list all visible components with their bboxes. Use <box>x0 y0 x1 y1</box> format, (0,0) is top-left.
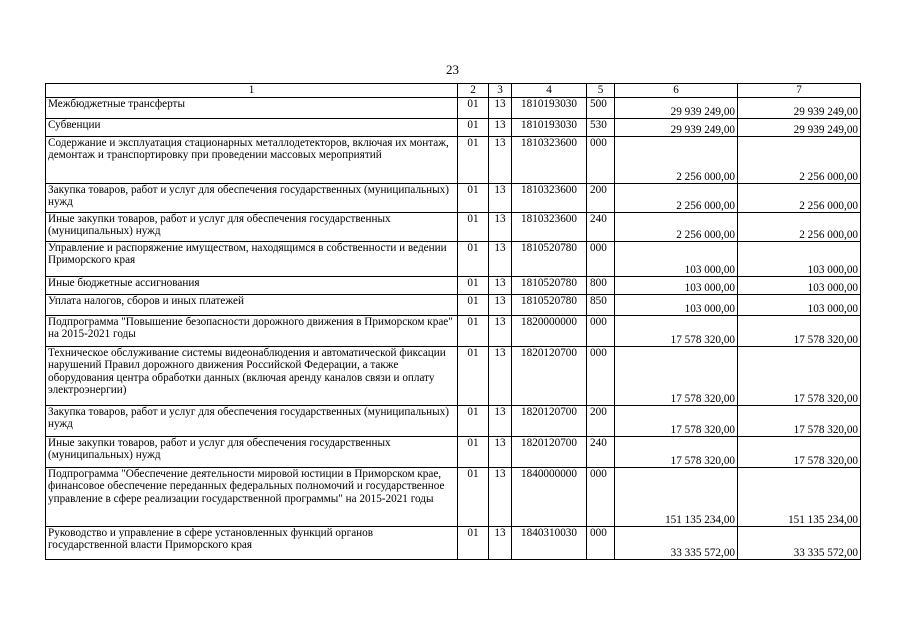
row-amount-col6: 29 939 249,00 <box>615 98 738 119</box>
table-row <box>46 316 861 347</box>
column-header: 1 <box>46 84 458 98</box>
row-target-code: 1810520780 <box>512 295 587 316</box>
row-section-code: 01 <box>458 347 489 406</box>
row-amount-col6: 17 578 320,00 <box>615 316 738 347</box>
row-target-code: 1810520780 <box>512 242 587 277</box>
column-header: 2 <box>458 84 489 98</box>
row-name: Закупка товаров, работ и услуг для обеспечения государственных (муниципальных) нужд <box>46 184 458 213</box>
row-amount-col6: 29 939 249,00 <box>615 119 738 137</box>
row-amount-col7: 17 578 320,00 <box>738 437 861 468</box>
row-section-code: 01 <box>458 213 489 242</box>
row-section-code: 01 <box>458 119 489 137</box>
table-row <box>46 119 861 137</box>
row-target-code: 1820120700 <box>512 437 587 468</box>
row-expense-type: 530 <box>587 119 615 137</box>
row-section-code: 01 <box>458 98 489 119</box>
table-row <box>46 137 861 184</box>
row-amount-col7: 29 939 249,00 <box>738 98 861 119</box>
table-row <box>46 98 861 119</box>
row-amount-col7: 2 256 000,00 <box>738 213 861 242</box>
row-subsection-code: 13 <box>489 119 512 137</box>
row-amount-col7: 2 256 000,00 <box>738 137 861 184</box>
row-subsection-code: 13 <box>489 437 512 468</box>
row-subsection-code: 13 <box>489 277 512 295</box>
row-expense-type: 000 <box>587 527 615 560</box>
row-amount-col7: 17 578 320,00 <box>738 316 861 347</box>
row-subsection-code: 13 <box>489 468 512 527</box>
table-row <box>46 468 861 527</box>
row-subsection-code: 13 <box>489 295 512 316</box>
table-row <box>46 347 861 406</box>
row-amount-col7: 2 256 000,00 <box>738 184 861 213</box>
row-target-code: 1840310030 <box>512 527 587 560</box>
table-row <box>46 242 861 277</box>
column-header: 7 <box>738 84 861 98</box>
row-amount-col7: 17 578 320,00 <box>738 347 861 406</box>
row-amount-col6: 103 000,00 <box>615 242 738 277</box>
row-section-code: 01 <box>458 527 489 560</box>
row-subsection-code: 13 <box>489 184 512 213</box>
row-expense-type: 000 <box>587 242 615 277</box>
row-amount-col7: 103 000,00 <box>738 277 861 295</box>
row-section-code: 01 <box>458 137 489 184</box>
column-header: 6 <box>615 84 738 98</box>
row-amount-col7: 17 578 320,00 <box>738 406 861 437</box>
table-row <box>46 437 861 468</box>
row-amount-col6: 103 000,00 <box>615 277 738 295</box>
row-amount-col6: 2 256 000,00 <box>615 213 738 242</box>
row-expense-type: 200 <box>587 184 615 213</box>
row-target-code: 1810323600 <box>512 213 587 242</box>
row-expense-type: 240 <box>587 213 615 242</box>
row-section-code: 01 <box>458 406 489 437</box>
row-name: Содержание и эксплуатация стационарных металлодетекторов, включая их монтаж, демонтаж и транспортировку при проведении массовых мероприятий <box>46 137 458 184</box>
row-amount-col6: 2 256 000,00 <box>615 137 738 184</box>
row-section-code: 01 <box>458 295 489 316</box>
row-amount-col6: 103 000,00 <box>615 295 738 316</box>
column-header: 4 <box>512 84 587 98</box>
row-expense-type: 200 <box>587 406 615 437</box>
row-expense-type: 000 <box>587 316 615 347</box>
row-target-code: 1820120700 <box>512 406 587 437</box>
row-expense-type: 850 <box>587 295 615 316</box>
table-row <box>46 277 861 295</box>
row-name: Субвенции <box>46 119 458 137</box>
row-amount-col7: 151 135 234,00 <box>738 468 861 527</box>
table-row <box>46 406 861 437</box>
row-target-code: 1810193030 <box>512 119 587 137</box>
row-target-code: 1820120700 <box>512 347 587 406</box>
row-subsection-code: 13 <box>489 406 512 437</box>
row-subsection-code: 13 <box>489 527 512 560</box>
row-name: Руководство и управление в сфере установленных функций органов государственной власти Приморского края <box>46 527 458 560</box>
row-expense-type: 240 <box>587 437 615 468</box>
row-amount-col6: 33 335 572,00 <box>615 527 738 560</box>
row-expense-type: 000 <box>587 468 615 527</box>
row-amount-col7: 29 939 249,00 <box>738 119 861 137</box>
row-expense-type: 000 <box>587 137 615 184</box>
row-section-code: 01 <box>458 277 489 295</box>
row-section-code: 01 <box>458 242 489 277</box>
row-section-code: 01 <box>458 437 489 468</box>
row-target-code: 1810323600 <box>512 137 587 184</box>
row-amount-col6: 17 578 320,00 <box>615 406 738 437</box>
row-expense-type: 500 <box>587 98 615 119</box>
row-name: Техническое обслуживание системы видеонаблюдения и автоматической фиксации нарушений Правил дорожного движения Российской Федерации, а также оборудования центра обработки данных (включая аренду каналов связи и оплату электроэнергии) <box>46 347 458 406</box>
column-header: 3 <box>489 84 512 98</box>
row-target-code: 1820000000 <box>512 316 587 347</box>
row-subsection-code: 13 <box>489 316 512 347</box>
row-amount-col6: 17 578 320,00 <box>615 347 738 406</box>
page-number: 23 <box>446 62 459 77</box>
row-name: Подпрограмма "Обеспечение деятельности мировой юстиции в Приморском крае, финансовое обеспечение переданных федеральных полномочий и государственное управление в сфере реализации государственной программы" на 2015-2021 годы <box>46 468 458 527</box>
row-section-code: 01 <box>458 184 489 213</box>
row-name: Иные бюджетные ассигнования <box>46 277 458 295</box>
row-name: Подпрограмма "Повышение безопасности дорожного движения в Приморском крае" на 2015-2021 годы <box>46 316 458 347</box>
row-expense-type: 800 <box>587 277 615 295</box>
table-row <box>46 295 861 316</box>
budget-table <box>45 83 861 560</box>
row-subsection-code: 13 <box>489 242 512 277</box>
table-row <box>46 213 861 242</box>
row-target-code: 1810193030 <box>512 98 587 119</box>
row-subsection-code: 13 <box>489 98 512 119</box>
row-name: Иные закупки товаров, работ и услуг для обеспечения государственных (муниципальных) нужд <box>46 213 458 242</box>
row-section-code: 01 <box>458 316 489 347</box>
row-name: Уплата налогов, сборов и иных платежей <box>46 295 458 316</box>
row-expense-type: 000 <box>587 347 615 406</box>
row-target-code: 1810323600 <box>512 184 587 213</box>
row-section-code: 01 <box>458 468 489 527</box>
row-amount-col7: 103 000,00 <box>738 242 861 277</box>
table-row <box>46 527 861 560</box>
row-amount-col6: 17 578 320,00 <box>615 437 738 468</box>
row-amount-col7: 103 000,00 <box>738 295 861 316</box>
row-subsection-code: 13 <box>489 213 512 242</box>
row-amount-col6: 151 135 234,00 <box>615 468 738 527</box>
row-name: Иные закупки товаров, работ и услуг для обеспечения государственных (муниципальных) нужд <box>46 437 458 468</box>
row-name: Закупка товаров, работ и услуг для обеспечения государственных (муниципальных) нужд <box>46 406 458 437</box>
column-header-row <box>46 84 861 98</box>
row-name: Межбюджетные трансферты <box>46 98 458 119</box>
row-amount-col7: 33 335 572,00 <box>738 527 861 560</box>
row-amount-col6: 2 256 000,00 <box>615 184 738 213</box>
row-target-code: 1810520780 <box>512 277 587 295</box>
row-subsection-code: 13 <box>489 137 512 184</box>
table-row <box>46 184 861 213</box>
row-subsection-code: 13 <box>489 347 512 406</box>
row-name: Управление и распоряжение имуществом, находящимся в собственности и ведении Приморского края <box>46 242 458 277</box>
column-header: 5 <box>587 84 615 98</box>
row-target-code: 1840000000 <box>512 468 587 527</box>
